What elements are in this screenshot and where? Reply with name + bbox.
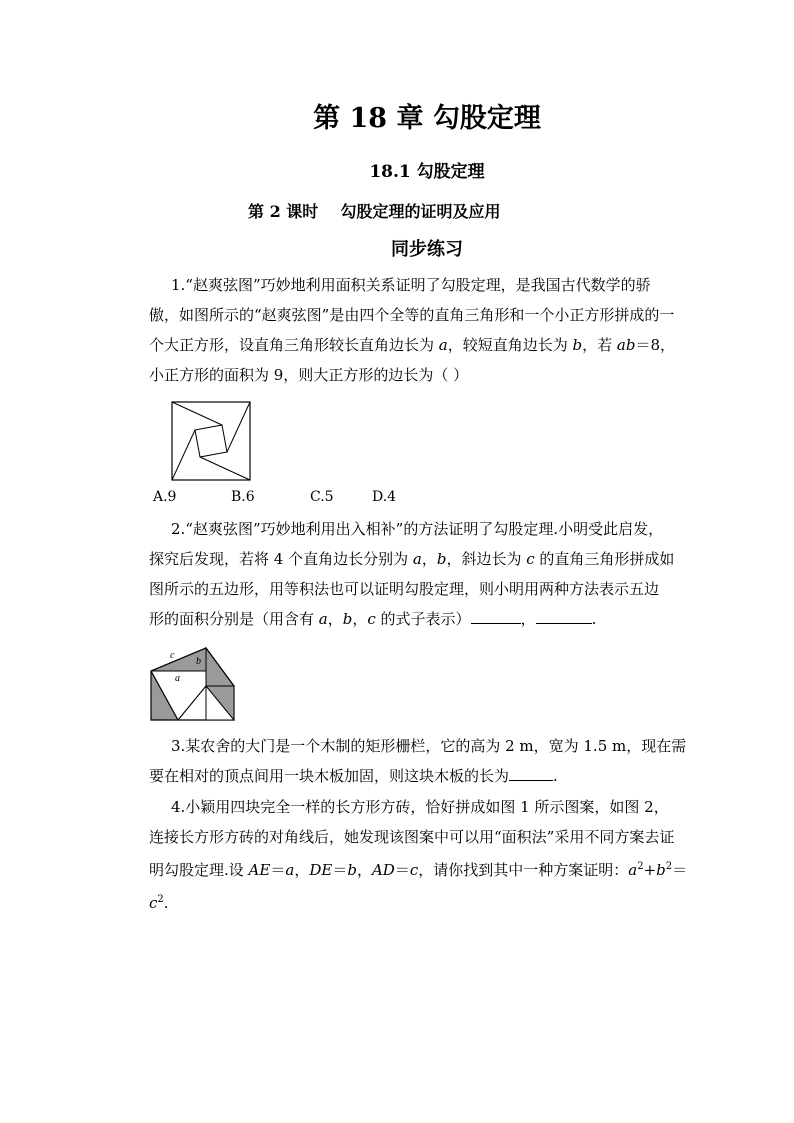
zhao-shuang-diagram [171,401,253,483]
lesson-title: 第 2 课时 勾股定理的证明及应用 [248,202,501,221]
q1-line-4: 小正方形的面积为 9，则大正方形的边长为（ ） [149,366,469,384]
section-title: 18.1 勾股定理 [369,162,485,182]
pentagon-diagram [150,643,238,723]
q2-line-1: 2.“赵爽弦图”巧妙地利用出入相补”的方法证明了勾股定理.小明受此启发， [171,520,664,538]
q1-line-2: 傲，如图所示的“赵爽弦图”是由四个全等的直角三角形和一个小正方形拼成的一 [149,306,675,324]
q3-line-1: 3.某农舍的大门是一个木制的矩形栅栏，它的高为 2 m，宽为 1.5 m，现在需 [171,737,687,755]
practice-title: 同步练习 [391,239,463,260]
question-3 [149,731,687,791]
label-c: c [170,650,175,661]
option-a: A.9 [153,489,177,505]
q2-line-2: 探究后发现，若将 4 个直角边长分别为 a，b，斜边长为 c 的直角三角形拼成如 [149,550,675,568]
q2-line-3: 图所示的五边形，用等积法也可以证明勾股定理，则小明用两种方法表示五边 [149,580,660,598]
q4-line-3: 明勾股定理.设 AE＝a，DE＝b，AD＝c，请你找到其中一种方案证明：$a^2+b^2=$ [149,861,688,879]
answer-blank-3[interactable] [509,766,553,781]
q3-line-2: 要在相对的顶点间用一块木板加固，则这块木板的长为 . [149,767,558,785]
label-a: a [175,673,180,684]
question-2 [149,514,675,634]
option-d: D.4 [372,489,397,505]
question-1 [149,270,675,390]
label-b: b [196,656,201,667]
q2-line-4: 形的面积分别是（用含有 a，b，c 的式子表示） ， . [149,610,597,628]
option-c: C.5 [310,489,334,505]
option-b: B.6 [231,489,255,505]
answer-blank-2[interactable] [536,609,592,624]
answer-blank-1[interactable] [471,609,521,624]
chapter-title: 第 18 章 勾股定理 [313,103,541,134]
q1-line-1: 1.“赵爽弦图”巧妙地利用面积关系证明了勾股定理，是我国古代数学的骄 [171,276,651,294]
q4-line-2: 连接长方形方砖的对角线后，她发现该图案中可以用“面积法”采用不同方案去证 [149,828,675,846]
q4-line-1: 4.小颖用四块完全一样的长方形方砖，恰好拼成如图 1 所示图案，如图 2， [171,798,669,816]
question-4 [149,792,688,918]
q4-line-4: $c^2$. [149,894,169,912]
q1-line-3: 个大正方形，设直角三角形较长直角边长为 a，较短直角边长为 b，若 ab＝8， [149,336,675,354]
